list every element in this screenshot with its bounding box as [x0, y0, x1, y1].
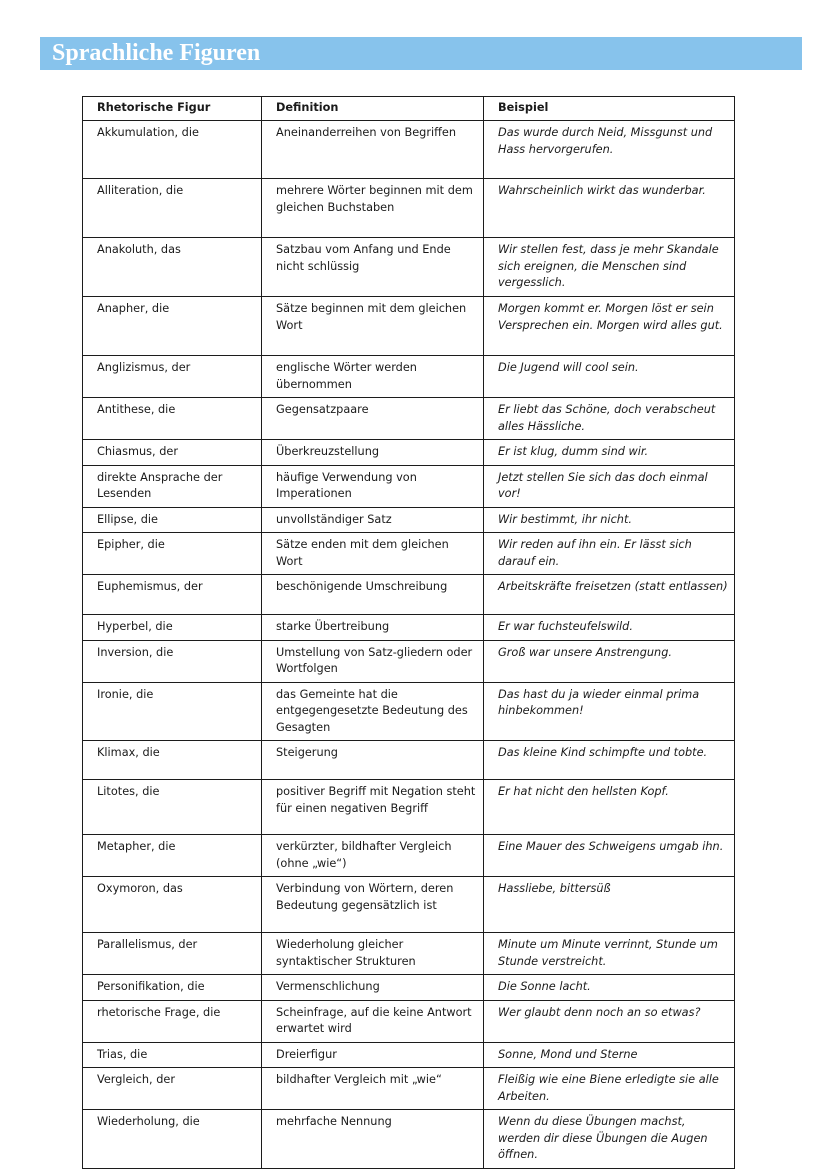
figure-cell: Vergleich, der: [83, 1068, 262, 1110]
definition-cell: beschönigende Umschreibung: [262, 575, 484, 615]
table-row: [83, 507, 735, 533]
definition-cell: starke Übertreibung: [262, 615, 484, 641]
figure-cell: Parallelismus, der: [83, 933, 262, 975]
example-cell: Fleißig wie eine Biene erledigte sie alle Arbeiten.: [484, 1068, 735, 1110]
figure-cell: Ironie, die: [83, 682, 262, 741]
example-cell: Die Sonne lacht.: [484, 975, 735, 1001]
figure-cell: Antithese, die: [83, 398, 262, 440]
figure-cell: Anakoluth, das: [83, 238, 262, 297]
example-cell: Wer glaubt denn noch an so etwas?: [484, 1000, 735, 1042]
example-cell: Er war fuchsteufelswild.: [484, 615, 735, 641]
table-row: [83, 780, 735, 835]
figure-cell: Personifikation, die: [83, 975, 262, 1001]
figure-cell: Alliteration, die: [83, 179, 262, 238]
example-cell: Die Jugend will cool sein.: [484, 356, 735, 398]
definition-cell: positiver Begriff mit Negation steht für einen negativen Begriff: [262, 780, 484, 835]
table-row: [83, 615, 735, 641]
definition-cell: mehrfache Nennung: [262, 1110, 484, 1169]
definition-cell: häufige Verwendung von Imperationen: [262, 465, 484, 507]
example-cell: Arbeitskräfte freisetzen (statt entlassen): [484, 575, 735, 615]
table-row: [83, 933, 735, 975]
page-title: Sprachliche Figuren: [52, 40, 261, 66]
title-banner: [40, 37, 802, 70]
example-cell: Sonne, Mond und Sterne: [484, 1042, 735, 1068]
example-cell: Wir stellen fest, dass je mehr Skandale sich ereignen, die Menschen sind vergesslich.: [484, 238, 735, 297]
figure-cell: Epipher, die: [83, 533, 262, 575]
rhetorical-figures-table: [82, 96, 735, 1169]
table-row: [83, 575, 735, 615]
figure-cell: Klimax, die: [83, 741, 262, 780]
figure-cell: direkte Ansprache der Lesenden: [83, 465, 262, 507]
table-row: [83, 1000, 735, 1042]
definition-cell: bildhafter Vergleich mit „wie“: [262, 1068, 484, 1110]
table-row: [83, 465, 735, 507]
figure-cell: Chiasmus, der: [83, 440, 262, 466]
example-cell: Das kleine Kind schimpfte und tobte.: [484, 741, 735, 780]
table-row: [83, 877, 735, 933]
figure-cell: Trias, die: [83, 1042, 262, 1068]
table-row: [83, 1110, 735, 1169]
example-cell: Hassliebe, bittersüß: [484, 877, 735, 933]
table-row: [83, 741, 735, 780]
figure-cell: Akkumulation, die: [83, 121, 262, 179]
table-row: [83, 179, 735, 238]
table-row: [83, 640, 735, 682]
definition-cell: Umstellung von Satz-gliedern oder Wortfolgen: [262, 640, 484, 682]
definition-cell: mehrere Wörter beginnen mit dem gleichen Buchstaben: [262, 179, 484, 238]
definition-cell: Überkreuzstellung: [262, 440, 484, 466]
table-row: [83, 533, 735, 575]
figure-cell: Anapher, die: [83, 297, 262, 356]
definition-cell: Dreierfigur: [262, 1042, 484, 1068]
figure-cell: Euphemismus, der: [83, 575, 262, 615]
table-row: [83, 440, 735, 466]
definition-cell: Verbindung von Wörtern, deren Bedeutung gegensätzlich ist: [262, 877, 484, 933]
table-row: [83, 835, 735, 877]
definition-cell: Sätze beginnen mit dem gleichen Wort: [262, 297, 484, 356]
figure-cell: Wiederholung, die: [83, 1110, 262, 1169]
table-row: [83, 1042, 735, 1068]
table-row: [83, 297, 735, 356]
table-row: [83, 975, 735, 1001]
example-cell: Wir reden auf ihn ein. Er lässt sich darauf ein.: [484, 533, 735, 575]
figure-cell: Ellipse, die: [83, 507, 262, 533]
example-cell: Wahrscheinlich wirkt das wunderbar.: [484, 179, 735, 238]
figure-cell: Inversion, die: [83, 640, 262, 682]
example-cell: Er hat nicht den hellsten Kopf.: [484, 780, 735, 835]
table-row: [83, 682, 735, 741]
definition-cell: das Gemeinte hat die entgegengesetzte Bedeutung des Gesagten: [262, 682, 484, 741]
header-example: Beispiel: [484, 97, 735, 121]
definition-cell: Wiederholung gleicher syntaktischer Strukturen: [262, 933, 484, 975]
definition-cell: englische Wörter werden übernommen: [262, 356, 484, 398]
definition-cell: Vermenschlichung: [262, 975, 484, 1001]
example-cell: Er ist klug, dumm sind wir.: [484, 440, 735, 466]
example-cell: Eine Mauer des Schweigens umgab ihn.: [484, 835, 735, 877]
figure-cell: Metapher, die: [83, 835, 262, 877]
example-cell: Wir bestimmt, ihr nicht.: [484, 507, 735, 533]
definition-cell: Scheinfrage, auf die keine Antwort erwartet wird: [262, 1000, 484, 1042]
table-row: [83, 121, 735, 179]
header-definition: Definition: [262, 97, 484, 121]
example-cell: Jetzt stellen Sie sich das doch einmal vor!: [484, 465, 735, 507]
figure-cell: Anglizismus, der: [83, 356, 262, 398]
table-row: [83, 238, 735, 297]
table-row: [83, 356, 735, 398]
example-cell: Er liebt das Schöne, doch verabscheut alles Hässliche.: [484, 398, 735, 440]
definition-cell: Satzbau vom Anfang und Ende nicht schlüssig: [262, 238, 484, 297]
figure-cell: rhetorische Frage, die: [83, 1000, 262, 1042]
definition-cell: verkürzter, bildhafter Vergleich (ohne „wie“): [262, 835, 484, 877]
figure-cell: Litotes, die: [83, 780, 262, 835]
definition-cell: Gegensatzpaare: [262, 398, 484, 440]
example-cell: Das wurde durch Neid, Missgunst und Hass hervorgerufen.: [484, 121, 735, 179]
figure-cell: Hyperbel, die: [83, 615, 262, 641]
definition-cell: Aneinanderreihen von Begriffen: [262, 121, 484, 179]
example-cell: Morgen kommt er. Morgen löst er sein Versprechen ein. Morgen wird alles gut.: [484, 297, 735, 356]
header-figure: Rhetorische Figur: [83, 97, 262, 121]
definition-cell: unvollständiger Satz: [262, 507, 484, 533]
table-row: [83, 1068, 735, 1110]
example-cell: Minute um Minute verrinnt, Stunde um Stunde verstreicht.: [484, 933, 735, 975]
example-cell: Wenn du diese Übungen machst, werden dir diese Übungen die Augen öffnen.: [484, 1110, 735, 1169]
definition-cell: Sätze enden mit dem gleichen Wort: [262, 533, 484, 575]
table-row: [83, 398, 735, 440]
example-cell: Groß war unsere Anstrengung.: [484, 640, 735, 682]
figure-cell: Oxymoron, das: [83, 877, 262, 933]
example-cell: Das hast du ja wieder einmal prima hinbekommen!: [484, 682, 735, 741]
table-header-row: [83, 97, 735, 121]
definition-cell: Steigerung: [262, 741, 484, 780]
